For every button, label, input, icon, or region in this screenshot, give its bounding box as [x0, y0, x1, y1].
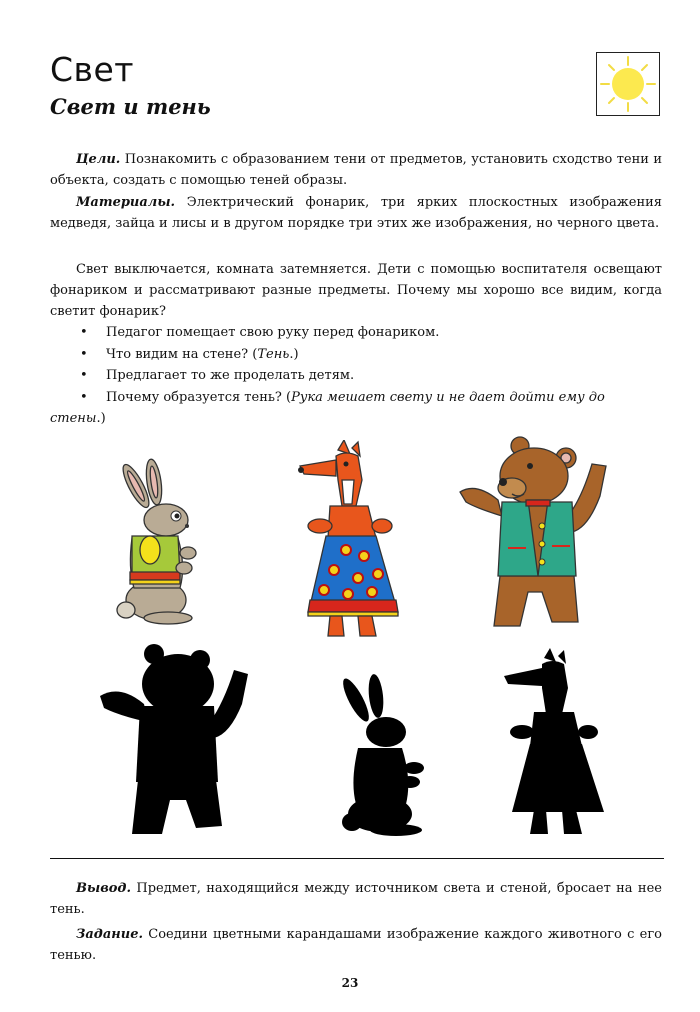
- materials-label: Материалы.: [76, 195, 176, 210]
- materials-paragraph: [50, 192, 662, 234]
- section-divider: [50, 858, 664, 859]
- page-subtitle: Свет и тень: [50, 94, 211, 119]
- task-text: Соедини цветными карандашами изображение каждого животного с его тенью.: [50, 927, 662, 963]
- page-title: Свет: [50, 50, 135, 89]
- list-item: • Предлагает то же проделать детям.: [50, 365, 662, 387]
- conclusion-label: Вывод.: [76, 881, 131, 896]
- rabbit-shadow: [336, 674, 436, 838]
- task-label: Задание.: [76, 927, 143, 942]
- list-item: • Почему образуется тень? (Рука мешает свету и не дает дойти ему до стены.): [50, 387, 662, 430]
- bear-shadow: [96, 640, 256, 840]
- sun-icon: [596, 52, 660, 116]
- goals-paragraph: [50, 149, 662, 191]
- conclusion-text: Предмет, находящийся между источником света и стеной, бросает на нее тень.: [50, 881, 662, 917]
- list-item: • Что видим на стене? (Тень.): [50, 344, 662, 366]
- goals-label: Цели.: [76, 152, 121, 167]
- bullet-dot: •: [80, 368, 88, 383]
- task-paragraph: [50, 924, 662, 966]
- intro-paragraph: Свет выключается, комната затемняется. Дети с помощью воспитателя освещают фонариком и рассматривают разные предметы. Почему мы хорошо все видим, когда светит фонарик?: [50, 262, 662, 319]
- bullet-dot: •: [80, 389, 88, 405]
- rabbit-picture: [110, 458, 210, 628]
- bear-picture: [456, 436, 626, 636]
- conclusion-paragraph: [50, 878, 662, 920]
- list-item: • Педагог помещает свою руку перед фонариком.: [50, 322, 662, 344]
- page-number: 23: [341, 976, 359, 990]
- bullet-dot: •: [80, 346, 88, 362]
- fox-shadow: [500, 648, 610, 838]
- bullet-dot: •: [80, 325, 88, 340]
- goals-text: Познакомить с образованием тени от предметов, установить сходство тени и объекта, создать с помощью теней образы.: [50, 152, 662, 188]
- bullet-list: [50, 322, 662, 430]
- materials-text: Электрический фонарик, три ярких плоскостных изображения медведя, зайца и лисы и в другом порядке три этих же изображения, но черного цвета.: [50, 195, 662, 231]
- fox-picture: [296, 440, 406, 640]
